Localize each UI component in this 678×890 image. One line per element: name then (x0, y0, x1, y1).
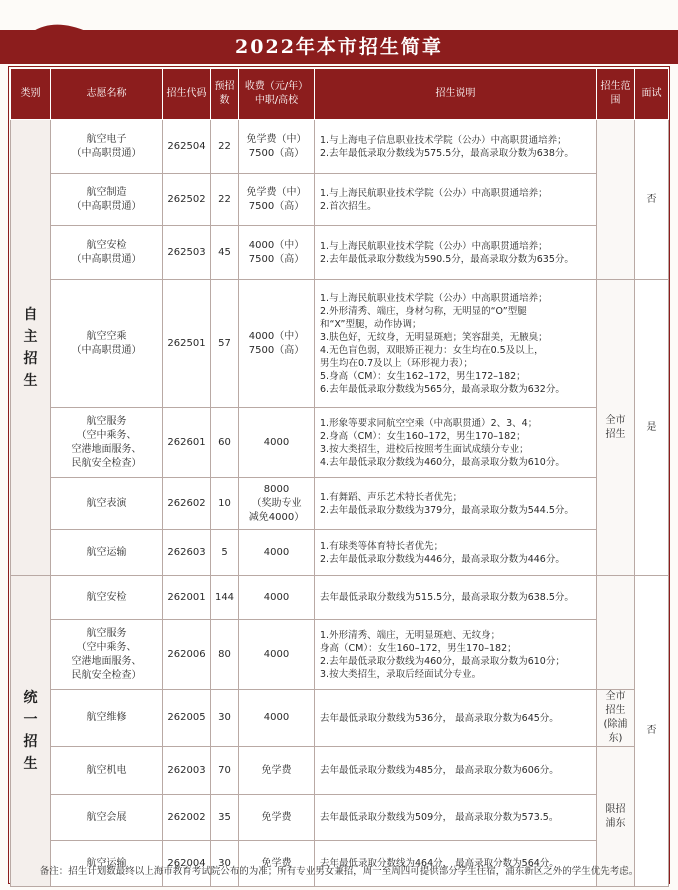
interview-yes: 是 (635, 280, 669, 576)
description-line: 和“X”型腿，动作协调； (320, 318, 422, 330)
description-line: 6.去年最低录取分数线为565分，最高录取分数为632分。 (320, 383, 565, 395)
footnote: 备注：招生计划数最终以上海市教育考试院公布的为准；所有专业男女兼招，周一至周四可提供部分学生住宿，浦东新区之外的学生优先考虑。 (39, 866, 639, 877)
program-code: 262602 (163, 478, 211, 530)
description (315, 280, 597, 408)
description (315, 576, 597, 620)
program-name-line: 航空表演 (86, 497, 127, 509)
program-name (51, 120, 163, 174)
scope-citywide-label: 全市招生 (605, 414, 626, 440)
quota: 57 (211, 280, 239, 408)
description-line: 2.外形清秀、端庄，身材匀称，无明显的“O”型腿 (320, 305, 527, 317)
table-row (11, 620, 669, 690)
program-name-line: 民航安全检查） (71, 669, 142, 681)
quota: 30 (211, 841, 239, 887)
fee-line: 7500（高） (248, 253, 305, 265)
program-name (51, 226, 163, 280)
description (315, 530, 597, 576)
fee-line: 免学费 (261, 764, 292, 776)
description-line: 去年最低录取分数线为464分， 最高录取分数为564分。 (320, 858, 559, 869)
fee-line: 免学费（中） (246, 186, 307, 198)
scope-citywide-except-pudong-line: 招生 (605, 705, 626, 716)
table-row (11, 226, 669, 280)
program-name-line: （空中乘务、 (76, 641, 137, 653)
description (315, 120, 597, 174)
description-line: 1.外形清秀、端庄，无明显斑疤、无纹身； (320, 629, 501, 641)
program-code: 262001 (163, 576, 211, 620)
description-line: 1.有球类等体育特长者优先； (320, 540, 444, 552)
program-name-line: 航空安检 (86, 591, 127, 603)
fee-line: 免学费 (261, 811, 292, 823)
header-quota: 预招数 (211, 69, 239, 120)
quota: 80 (211, 620, 239, 690)
table-row (11, 690, 669, 747)
description-line: 3.按大类招生，进校后按照考生面试成绩分专业； (320, 443, 529, 455)
table-header-row (11, 69, 669, 120)
description-line: 2.去年最低录取分数线为590.5分，最高录取分数为635分。 (320, 253, 574, 265)
description-line: 1.与上海电子信息职业技术学院（公办）中高职贯通培养； (320, 134, 567, 146)
table-row (11, 478, 669, 530)
program-name-line: （中高职贯通） (71, 200, 142, 212)
table-row (11, 408, 669, 478)
program-code: 262503 (163, 226, 211, 280)
description-line: 2.去年最低录取分数线为575.5分，最高录取分数为638分。 (320, 147, 574, 159)
description (315, 795, 597, 841)
quota: 30 (211, 690, 239, 747)
table-row (11, 530, 669, 576)
program-name (51, 478, 163, 530)
program-name-line: 航空制造 (86, 186, 127, 198)
quota: 22 (211, 174, 239, 226)
description-line: 4.去年最低录取分数线为460分，最高录取分数为610分。 (320, 456, 565, 468)
description (315, 747, 597, 795)
quota: 70 (211, 747, 239, 795)
program-name-line: 空港地面服务、 (71, 655, 142, 667)
program-code: 262003 (163, 747, 211, 795)
program-code: 262502 (163, 174, 211, 226)
program-name (51, 576, 163, 620)
header-program-name: 志愿名称 (51, 69, 163, 120)
fee (239, 576, 315, 620)
admissions-table (10, 68, 669, 887)
program-name-line: 航空安检 (86, 239, 127, 251)
program-code: 262501 (163, 280, 211, 408)
description-line: 2.首次招生。 (320, 200, 377, 212)
quota: 35 (211, 795, 239, 841)
table-row (11, 280, 669, 408)
description (315, 620, 597, 690)
program-name-line: （空中乘务、 (76, 429, 137, 441)
description-line: 1.与上海民航职业技术学院（公办）中高职贯通培养； (320, 292, 548, 304)
program-name-line: 空港地面服务、 (71, 443, 142, 455)
table-row (11, 576, 669, 620)
fee (239, 795, 315, 841)
description-line: 1.与上海民航职业技术学院（公办）中高职贯通培养； (320, 240, 548, 252)
table-row (11, 174, 669, 226)
fee-line: 4000 (263, 712, 290, 723)
quota: 22 (211, 120, 239, 174)
description-line: 身高（CM）：女生160–172，男生170–182； (320, 642, 517, 654)
fee-line: 4000 (263, 436, 290, 448)
header-code: 招生代码 (163, 69, 211, 120)
fee (239, 226, 315, 280)
header-description: 招生说明 (315, 69, 597, 120)
program-code: 262601 (163, 408, 211, 478)
program-name-line: 航空会展 (86, 811, 127, 823)
scope-citywide-except-pudong-line: (除浦东) (603, 719, 628, 744)
program-name (51, 747, 163, 795)
description-line: 去年最低录取分数线为536分， 最高录取分数为645分。 (320, 712, 559, 724)
table-row (11, 795, 669, 841)
program-name (51, 620, 163, 690)
fee-line: 减免4000） (248, 511, 305, 523)
fee-line: 免学费（中） (246, 133, 307, 145)
program-code: 262002 (163, 795, 211, 841)
description-line: 去年最低录取分数线为509分， 最高录取分数为573.5。 (320, 812, 559, 823)
scope-citywide (597, 280, 635, 576)
description (315, 226, 597, 280)
program-code: 262004 (163, 841, 211, 887)
description (315, 408, 597, 478)
description (315, 690, 597, 747)
program-name (51, 280, 163, 408)
table-row (11, 120, 669, 174)
header-scope: 招生范围 (597, 69, 635, 120)
fee (239, 690, 315, 747)
fee-line: 7500（高） (248, 200, 305, 212)
program-name (51, 690, 163, 747)
fee (239, 120, 315, 174)
description-line: 2.身高（CM）：女生160–172，男生170–182； (320, 430, 526, 442)
program-name (51, 530, 163, 576)
quota: 45 (211, 226, 239, 280)
description-line: 1.与上海民航职业技术学院（公办）中高职贯通培养； (320, 187, 548, 199)
description-line: 3.肤色好，无纹身，无明显斑疤；笑容甜美，无腋臭； (320, 331, 548, 343)
fee-line: 7500（高） (248, 344, 305, 356)
category-autonomous (11, 120, 51, 576)
description-line: 去年最低录取分数线为485分， 最高录取分数为606分。 (320, 765, 559, 776)
description-line: 1.形象等要求同航空空乘（中高职贯通）2、3、4； (320, 417, 538, 429)
program-name (51, 408, 163, 478)
header-interview: 面试 (635, 69, 669, 120)
program-name (51, 795, 163, 841)
scope-citywide-except-pudong (597, 690, 635, 747)
interview-no: 否 (635, 576, 669, 887)
program-name-line: 航空机电 (86, 764, 127, 776)
quota: 60 (211, 408, 239, 478)
fee-line: 4000（中） (248, 330, 305, 342)
category-label: 统一招生 (23, 690, 38, 772)
fee (239, 280, 315, 408)
description-line: 男生均在0.7及以上（环形视力表）； (320, 357, 473, 369)
fee-line: 7500（高） (248, 147, 305, 159)
fee (239, 408, 315, 478)
scope-citywide-except-pudong-line: 全市 (605, 691, 626, 702)
program-code: 262005 (163, 690, 211, 747)
header-category: 类别 (11, 69, 51, 120)
description-line: 1.有舞蹈、声乐艺术特长者优先； (320, 491, 463, 503)
program-code: 262504 (163, 120, 211, 174)
scope-pudong-only-line: 限招 (605, 803, 626, 815)
fee (239, 530, 315, 576)
program-name-line: 航空运输 (86, 857, 127, 869)
quota: 5 (211, 530, 239, 576)
interview-no: 否 (635, 120, 669, 280)
program-name-line: 航空服务 (86, 627, 127, 639)
header-fee: 收费（元/年）中职/高校 (239, 69, 315, 120)
description (315, 174, 597, 226)
scope-pudong-only-line: 浦东 (605, 817, 626, 829)
program-name-line: 民航安全检查） (71, 457, 142, 469)
fee (239, 174, 315, 226)
program-name-line: （中高职贯通） (71, 344, 142, 356)
program-code: 262006 (163, 620, 211, 690)
quota: 10 (211, 478, 239, 530)
scope-empty (597, 120, 635, 280)
description-line: 2.去年最低录取分数线为446分，最高录取分数为446分。 (320, 553, 565, 565)
description-line: 5.身高（CM）：女生162–172，男生172–182； (320, 370, 526, 382)
category-label: 自主招生 (23, 306, 38, 389)
scope-empty (597, 576, 635, 690)
fee-line: 8000 (263, 483, 290, 495)
quota: 144 (211, 576, 239, 620)
fee-line: 4000 (263, 648, 290, 660)
category-unified (11, 576, 51, 887)
description-line: 4.无色盲色弱，双眼矫正视力：女生均在0.5及以上， (320, 344, 544, 356)
program-code: 262603 (163, 530, 211, 576)
table-row (11, 747, 669, 795)
description-line: 2.去年最低录取分数线为379分，最高录取分数为544.5分。 (320, 504, 574, 516)
fee (239, 620, 315, 690)
description-line: 3.按大类招生，录取后经面试分专业。 (320, 668, 482, 680)
fee-line: 4000 (263, 546, 290, 558)
program-name-line: （中高职贯通） (71, 253, 142, 265)
fee (239, 747, 315, 795)
page-title: 2022年本市招生简章 (235, 36, 443, 58)
program-name-line: 航空空乘 (86, 330, 127, 342)
program-name-line: 航空维修 (86, 712, 127, 723)
description-line: 去年最低录取分数线为515.5分，最高录取分数为638.5分。 (320, 592, 574, 603)
fee (239, 478, 315, 530)
program-name-line: 航空服务 (86, 415, 127, 427)
program-name (51, 174, 163, 226)
fee-line: （奖助专业 (251, 497, 302, 509)
program-name-line: 航空电子 (86, 133, 127, 145)
fee-line: 4000 (263, 591, 290, 603)
fee-line: 免学费 (261, 857, 292, 869)
description-line: 2.去年最低录取分数线为460分，最高录取分数为610分； (320, 655, 565, 667)
description (315, 478, 597, 530)
fee-line: 4000（中） (248, 239, 305, 251)
program-name-line: （中高职贯通） (71, 147, 142, 159)
program-name-line: 航空运输 (86, 546, 127, 558)
